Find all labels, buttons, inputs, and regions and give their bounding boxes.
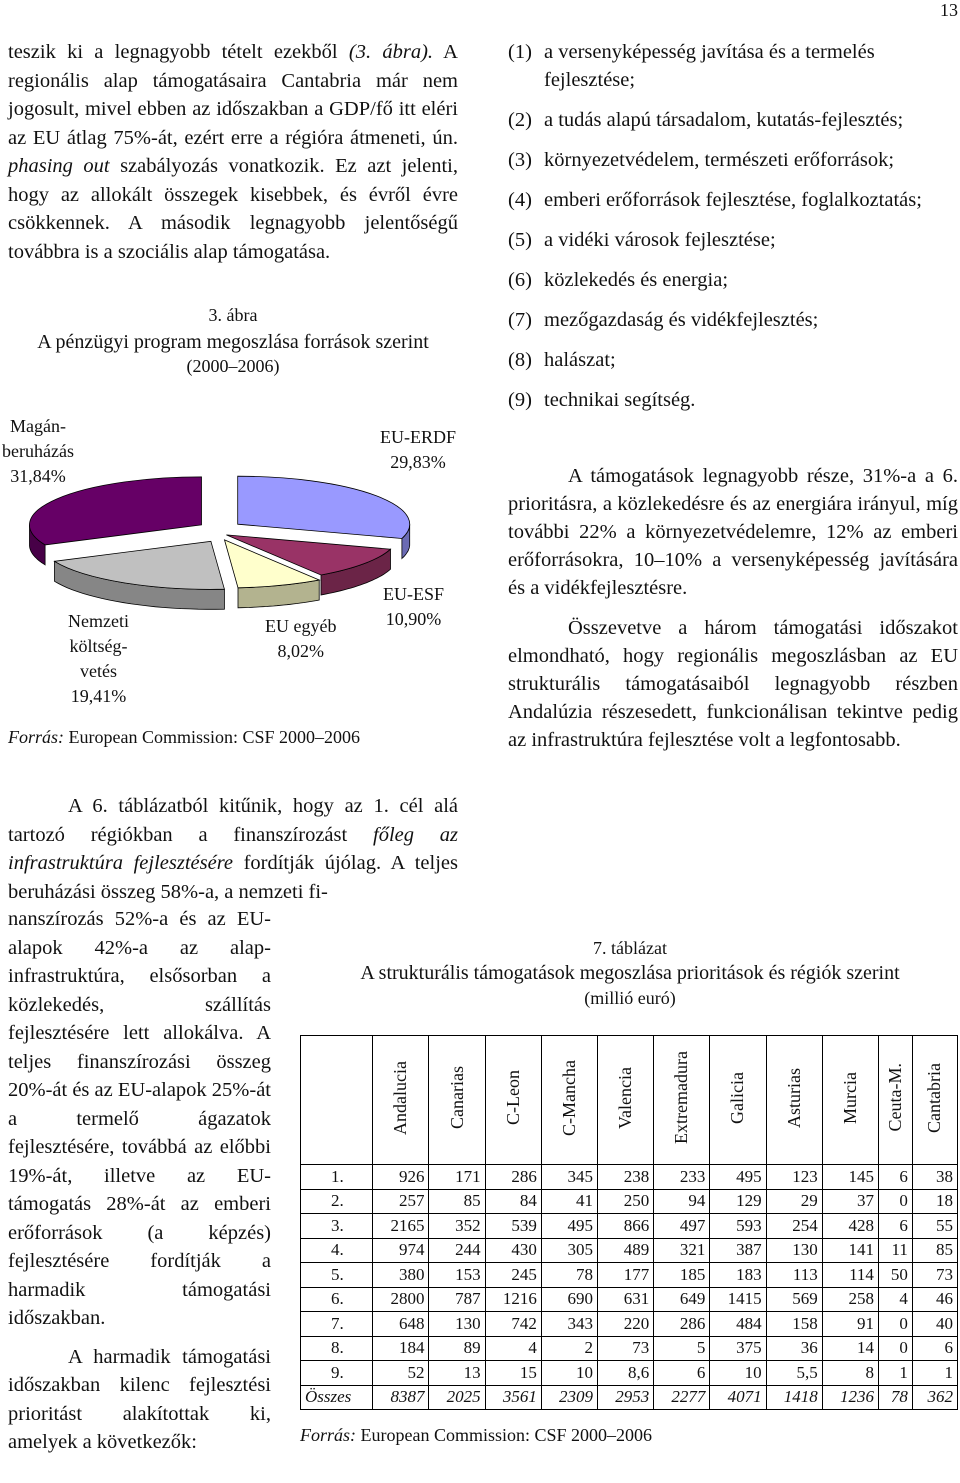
table-column-label: Cantabria [924, 1062, 945, 1133]
table-cell: 5 [654, 1336, 710, 1361]
table-cell: 8,6 [598, 1361, 654, 1386]
body-paragraph-continued: nanszírozás 52%-a és az EU-alapok 42%-a az alap-infrastruktúra, elsősorban a közlekedés, szállítás fejlesztésére lett allokálva. A teljes finanszírozási összeg 20%-át és az EU-alapok 25%-át a termelő ágazatok fejlesztésére, továbbá az előbbi 19%-át, illetve az EU-támogatás 28%-át az emberi erőforrások (a képzés) fejlesztésére fordítják a harmadik támogatási időszakban. [8, 908, 271, 1329]
priority-number: (8) [508, 349, 532, 371]
table-row [301, 1214, 958, 1239]
right-paragraph-support-share: A támogatások legnagyobb része, 31%-a a 6. prioritásra, a közlekedésre és az energiára irányul, míg további 22% a környezetvédelemre, 12% az emberi erőforrásokra, 10–10% a versenyképesség javítására és a vidékfejlesztésre. [508, 465, 958, 599]
table-column-label: C-Mancha [558, 1059, 579, 1136]
priority-item [508, 306, 958, 334]
pie-label-line: költség- [69, 636, 128, 656]
priority-number: (1) [508, 41, 532, 63]
figure-source: Forrás: European Commission: CSF 2000–2006 [8, 727, 361, 747]
table-cell: 185 [654, 1263, 710, 1288]
table-cell: 94 [654, 1189, 710, 1214]
table-cell: 352 [429, 1214, 485, 1239]
table-cell: 866 [598, 1214, 654, 1239]
table-cell: 29 [766, 1189, 822, 1214]
priority-item [508, 186, 958, 214]
table-cell: 177 [598, 1263, 654, 1288]
priority-item [508, 266, 958, 294]
table-cell: 73 [598, 1336, 654, 1361]
priority-number: (9) [508, 389, 532, 411]
table-cell: 73 [912, 1263, 957, 1288]
table-cell: 15 [485, 1361, 541, 1386]
pie-label-line: EU-ESF [383, 584, 445, 604]
pie-label-line: 31,84% [10, 466, 66, 486]
table-cell: 258 [822, 1287, 878, 1312]
table-cell: 6 [878, 1165, 912, 1190]
table-cell: 85 [429, 1189, 485, 1214]
data-table [300, 1035, 958, 1410]
table-cell: 375 [710, 1336, 766, 1361]
priority-text: a tudás alapú társadalom, kutatás-fejlesztés; [544, 109, 904, 131]
table-cell: 89 [429, 1336, 485, 1361]
right-paragraph-comparison: Összevetve a három támogatási időszakot elmondható, hogy regionális megoszlásban az EU strukturális támogatásaiból legnagyobb részben Andalúzia részesedett, funkcionálisan tekintve pedig az infrastruktúra fejlesztése volt a legfontosabb. [508, 617, 958, 751]
table-cell: 84 [485, 1189, 541, 1214]
intro-paragraph: teszik ki a legnagyobb tételt ezekből (3. ábra). A regionális alap támogatásaira Cantabria már nem jogosult, mivel ebben az időszakban a GDP/fő itt eléri az EU átlag 75%-át, ezért erre a régióra átmeneti, ún. phasing out szabályozás vonatkozik. Ez azt jelenti, hogy az allokált összegek kisebbek, és évről évre csökkennek. A második legnagyobb jelentőségű továbbra is a szociális alap támogatása. [8, 41, 458, 263]
pie-label-line: 19,41% [70, 686, 127, 706]
pie-label-eu-erdf [380, 425, 456, 475]
table-cell: 6 [654, 1361, 710, 1386]
table-cell: 1 [912, 1361, 957, 1386]
pie-label-line: 8,02% [277, 641, 324, 661]
table-column-label: Canarias [446, 1066, 467, 1129]
table-column-header [654, 1036, 710, 1165]
table-source: Forrás: European Commission: CSF 2000–2006 [300, 1425, 653, 1445]
priority-text: környezetvédelem, természeti erőforrások; [544, 149, 895, 171]
page-number: 13 [940, 0, 958, 20]
table-row-label: Összes [301, 1385, 373, 1410]
table-cell: 926 [373, 1165, 429, 1190]
table-row [301, 1312, 958, 1337]
table-cell: 8 [822, 1361, 878, 1386]
table-cell: 36 [766, 1336, 822, 1361]
table-cell: 5,5 [766, 1361, 822, 1386]
table-column-header [598, 1036, 654, 1165]
table-cell: 428 [822, 1214, 878, 1239]
table-cell: 254 [766, 1214, 822, 1239]
priority-list [508, 38, 958, 414]
table-row [301, 1361, 958, 1386]
pie-label-line: EU-ERDF [380, 427, 456, 447]
right-column [508, 38, 958, 754]
priority-item [508, 146, 958, 174]
table-cell: 38 [912, 1165, 957, 1190]
table-cell: 2953 [598, 1385, 654, 1410]
table-cell: 974 [373, 1238, 429, 1263]
table-cell: 184 [373, 1336, 429, 1361]
table-cell: 497 [654, 1214, 710, 1239]
table-cell: 690 [541, 1287, 597, 1312]
table-row-label: 1. [301, 1165, 373, 1190]
table-cell: 387 [710, 1238, 766, 1263]
table-cell: 2165 [373, 1214, 429, 1239]
table-cell: 321 [654, 1238, 710, 1263]
table-cell: 569 [766, 1287, 822, 1312]
table-column-header [485, 1036, 541, 1165]
table-cell: 52 [373, 1361, 429, 1386]
pie-label-line: 29,83% [390, 452, 446, 472]
table-cell: 649 [654, 1287, 710, 1312]
figure-subtitle: (2000–2006) [186, 356, 280, 376]
table-cell: 2800 [373, 1287, 429, 1312]
table-cell: 593 [710, 1214, 766, 1239]
priority-text: technikai segítség. [544, 389, 696, 411]
table-cell: 171 [429, 1165, 485, 1190]
pie-label-line: 10,90% [385, 609, 442, 629]
table-cell: 153 [429, 1263, 485, 1288]
table-cell: 2025 [429, 1385, 485, 1410]
table-column-header [912, 1036, 957, 1165]
table-cell: 380 [373, 1263, 429, 1288]
priority-number: (6) [508, 269, 532, 291]
priority-text: mezőgazdaság és vidékfejlesztés; [544, 309, 819, 331]
table-column-label: Ceuta-M. [884, 1063, 905, 1132]
table-cell: 183 [710, 1263, 766, 1288]
table-row-label: 4. [301, 1238, 373, 1263]
table-row [301, 1287, 958, 1312]
table-cell: 4 [878, 1287, 912, 1312]
table-column-label: Galicia [727, 1071, 748, 1124]
table-cell: 286 [485, 1165, 541, 1190]
priority-number: (3) [508, 149, 532, 171]
table-cell: 6 [912, 1336, 957, 1361]
table-row [301, 1238, 958, 1263]
table-row-label: 9. [301, 1361, 373, 1386]
table-cell: 85 [912, 1238, 957, 1263]
table-cell: 539 [485, 1214, 541, 1239]
table-cell: 41 [541, 1189, 597, 1214]
table-cell: 430 [485, 1238, 541, 1263]
priority-text: emberi erőforrások fejlesztése, foglalkoztatás; [544, 189, 922, 211]
table-cell: 489 [598, 1238, 654, 1263]
table-cell: 0 [878, 1336, 912, 1361]
table-cell: 2277 [654, 1385, 710, 1410]
table-cell: 286 [654, 1312, 710, 1337]
priority-number: (4) [508, 189, 532, 211]
pie-label-eu-esf [383, 582, 444, 632]
table-column-label: Andalucia [390, 1060, 411, 1135]
table-cell: 245 [485, 1263, 541, 1288]
priority-text: a versenyképesség javítása és a termelés fejlesztése; [544, 41, 875, 91]
table-cell: 362 [912, 1385, 957, 1410]
pie-label-nemzeti-koltsegvetes [68, 609, 129, 709]
table-cell: 3561 [485, 1385, 541, 1410]
pie-label-maganberuhazas [2, 414, 74, 489]
table-cell: 631 [598, 1287, 654, 1312]
table-cell: 484 [710, 1312, 766, 1337]
table-cell: 123 [766, 1165, 822, 1190]
table-cell: 4 [485, 1336, 541, 1361]
table-row-label: 6. [301, 1287, 373, 1312]
table-row-label: 2. [301, 1189, 373, 1214]
priority-number: (2) [508, 109, 532, 131]
priority-number: (5) [508, 229, 532, 251]
table-cell: 91 [822, 1312, 878, 1337]
table-column-header [710, 1036, 766, 1165]
table-column-label: C-Leon [502, 1070, 523, 1125]
body-paragraph-narrow [8, 905, 271, 1457]
table-cell: 14 [822, 1336, 878, 1361]
table-cell: 11 [878, 1238, 912, 1263]
table-cell: 55 [912, 1214, 957, 1239]
table-cell: 233 [654, 1165, 710, 1190]
table-cell: 343 [541, 1312, 597, 1337]
table-cell: 648 [373, 1312, 429, 1337]
pie-label-line: EU egyéb [265, 616, 337, 636]
table-cell: 13 [429, 1361, 485, 1386]
table-cell: 2 [541, 1336, 597, 1361]
table-cell: 130 [429, 1312, 485, 1337]
priority-item [508, 226, 958, 254]
table-cell: 0 [878, 1189, 912, 1214]
table-unit: (millió euró) [584, 988, 676, 1008]
table-column-header [822, 1036, 878, 1165]
table-column-label: Extremadura [671, 1051, 692, 1144]
table-row [301, 1263, 958, 1288]
table-total-row [301, 1385, 958, 1410]
table-cell: 50 [878, 1263, 912, 1288]
table-cell: 10 [541, 1361, 597, 1386]
priority-text: halászat; [544, 349, 616, 371]
table-cell: 1415 [710, 1287, 766, 1312]
table-cell: 1236 [822, 1385, 878, 1410]
table-cell: 130 [766, 1238, 822, 1263]
table-cell: 0 [878, 1312, 912, 1337]
table-cell: 2309 [541, 1385, 597, 1410]
figure-number: 3. ábra [208, 305, 258, 325]
table-cell: 46 [912, 1287, 957, 1312]
body-paragraph-priorities-intro: A harmadik támogatási időszakban kilenc fejlesztési prioritást alakítottak ki, amelyek a következők: [8, 1345, 271, 1453]
left-column [8, 38, 458, 266]
pie-label-line: vetés [80, 661, 117, 681]
table-corner-cell [301, 1036, 373, 1165]
table-cell: 114 [822, 1263, 878, 1288]
table-cell: 78 [541, 1263, 597, 1288]
figure-title: A pénzügyi program megoszlása források szerint [37, 331, 429, 353]
table-cell: 220 [598, 1312, 654, 1337]
table-cell: 8387 [373, 1385, 429, 1410]
table-column-header [878, 1036, 912, 1165]
table-cell: 4071 [710, 1385, 766, 1410]
table-cell: 495 [710, 1165, 766, 1190]
table-row-label: 8. [301, 1336, 373, 1361]
table-cell: 250 [598, 1189, 654, 1214]
table-row [301, 1189, 958, 1214]
table-cell: 495 [541, 1214, 597, 1239]
priority-item [508, 346, 958, 374]
table-cell: 129 [710, 1189, 766, 1214]
table-row [301, 1165, 958, 1190]
priority-number: (7) [508, 309, 532, 331]
table-row-label: 7. [301, 1312, 373, 1337]
table-cell: 305 [541, 1238, 597, 1263]
table-cell: 113 [766, 1263, 822, 1288]
table-cell: 742 [485, 1312, 541, 1337]
table-cell: 37 [822, 1189, 878, 1214]
table-cell: 40 [912, 1312, 957, 1337]
priority-item [508, 106, 958, 134]
table-column-label: Valencia [615, 1066, 636, 1129]
table-column-header [766, 1036, 822, 1165]
table-cell: 257 [373, 1189, 429, 1214]
table-cell: 238 [598, 1165, 654, 1190]
table-header-row [301, 1036, 958, 1165]
pie-label-line: Nemzeti [68, 611, 129, 631]
table-cell: 145 [822, 1165, 878, 1190]
table-column-header [429, 1036, 485, 1165]
table-cell: 78 [878, 1385, 912, 1410]
body-paragraph-6-tablazat: A 6. táblázatból kitűnik, hogy az 1. cél alá tartozó régiókban a finanszírozást főleg az infrastruktúra fejlesztésére fordítják újólag. A teljes beruházási összeg 58%-a, a nemzeti fi- [8, 795, 459, 903]
table-number: 7. táblázat [593, 938, 667, 958]
table-title: A strukturális támogatások megoszlása prioritások és régiók szerint [360, 962, 900, 984]
pie-slice-eu-erdf [238, 476, 410, 538]
table-cell: 6 [878, 1214, 912, 1239]
table-cell: 1418 [766, 1385, 822, 1410]
table-cell: 10 [710, 1361, 766, 1386]
table-cell: 787 [429, 1287, 485, 1312]
pie-label-eu-egyeb [265, 614, 336, 664]
table-column-header [373, 1036, 429, 1165]
table-cell: 141 [822, 1238, 878, 1263]
pie-label-line: beruházás [2, 441, 74, 461]
table-cell: 244 [429, 1238, 485, 1263]
priority-text: közlekedés és energia; [544, 269, 729, 291]
table-column-header [541, 1036, 597, 1165]
table-row-label: 3. [301, 1214, 373, 1239]
table-row-label: 5. [301, 1263, 373, 1288]
priority-item [508, 38, 958, 94]
table-cell: 18 [912, 1189, 957, 1214]
table-column-label: Murcia [839, 1071, 860, 1124]
priority-text: a vidéki városok fejlesztése; [544, 229, 776, 251]
table-row [301, 1336, 958, 1361]
table-cell: 158 [766, 1312, 822, 1337]
table-cell: 345 [541, 1165, 597, 1190]
pie-label-line: Magán- [9, 416, 66, 436]
table-cell: 1216 [485, 1287, 541, 1312]
table-column-label: Asturias [783, 1067, 804, 1128]
table-cell: 1 [878, 1361, 912, 1386]
priority-item [508, 386, 958, 414]
